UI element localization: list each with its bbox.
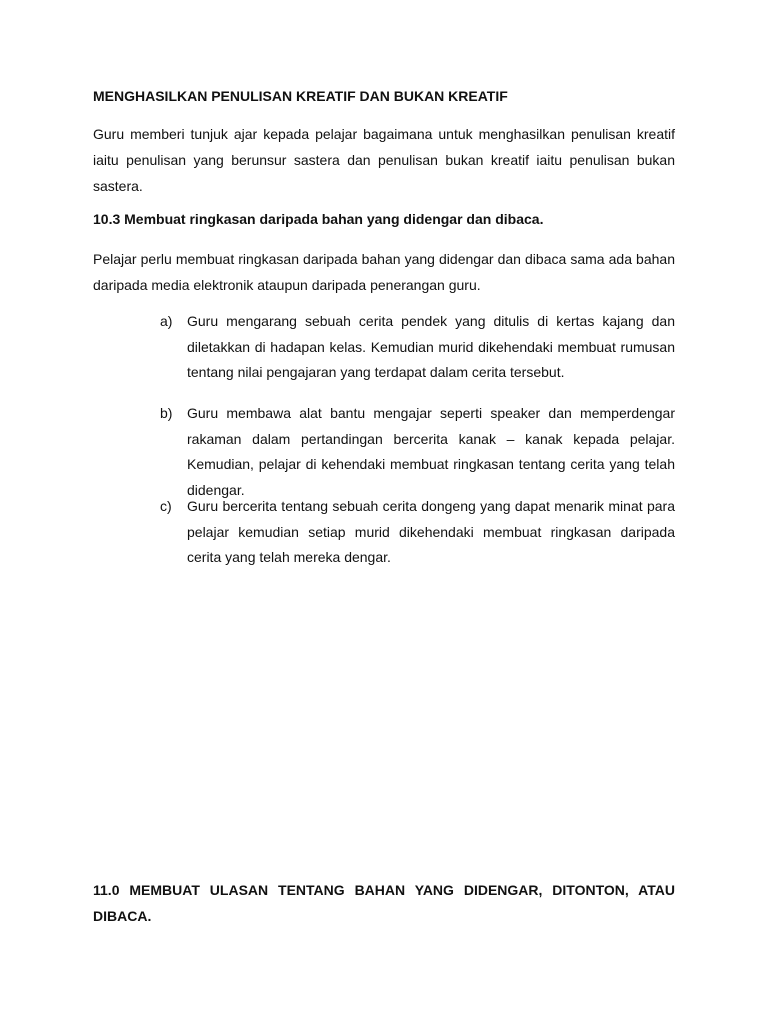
list-item [160, 494, 675, 571]
list-item [160, 401, 675, 503]
list-marker: b) [160, 405, 173, 421]
intro-paragraph: Guru memberi tunjuk ajar kepada pelajar bagaimana untuk menghasilkan penulisan kreatif iaitu penulisan yang berunsur sastera dan penulisan bukan kreatif iaitu penulisan bukan sastera. [93, 126, 675, 194]
list-marker: c) [160, 498, 172, 514]
section-heading-11-0: 11.0 MEMBUAT ULASAN TENTANG BAHAN YANG DIDENGAR, DITONTON, ATAU DIBACA. [93, 882, 675, 924]
list-item-text: Guru bercerita tentang sebuah cerita dongeng yang dapat menarik minat para pelajar kemudian setiap murid dikehendaki membuat ringkasan daripada cerita yang telah mereka dengar. [187, 498, 675, 565]
document-title: MENGHASILKAN PENULISAN KREATIF DAN BUKAN KREATIF [93, 88, 508, 104]
subheading-10-3: 10.3 Membuat ringkasan daripada bahan yang didengar dan dibaca. [93, 211, 544, 227]
subheading-paragraph: Pelajar perlu membuat ringkasan daripada bahan yang didengar dan dibaca sama ada bahan daripada media elektronik ataupun daripada penerangan guru. [93, 251, 675, 293]
list-item [160, 309, 675, 386]
list-marker: a) [160, 313, 173, 329]
list-item-text: Guru mengarang sebuah cerita pendek yang ditulis di kertas kajang dan diletakkan di hadapan kelas. Kemudian murid dikehendaki membuat rumusan tentang nilai pengajaran yang terdapat dalam cerita tersebut. [187, 313, 675, 380]
list-item-text: Guru membawa alat bantu mengajar seperti speaker dan memperdengar rakaman dalam pertandingan bercerita kanak – kanak kepada pelajar. Kemudian, pelajar di kehendaki membuat ringkasan tentang cerita yang telah didengar. [187, 405, 675, 498]
